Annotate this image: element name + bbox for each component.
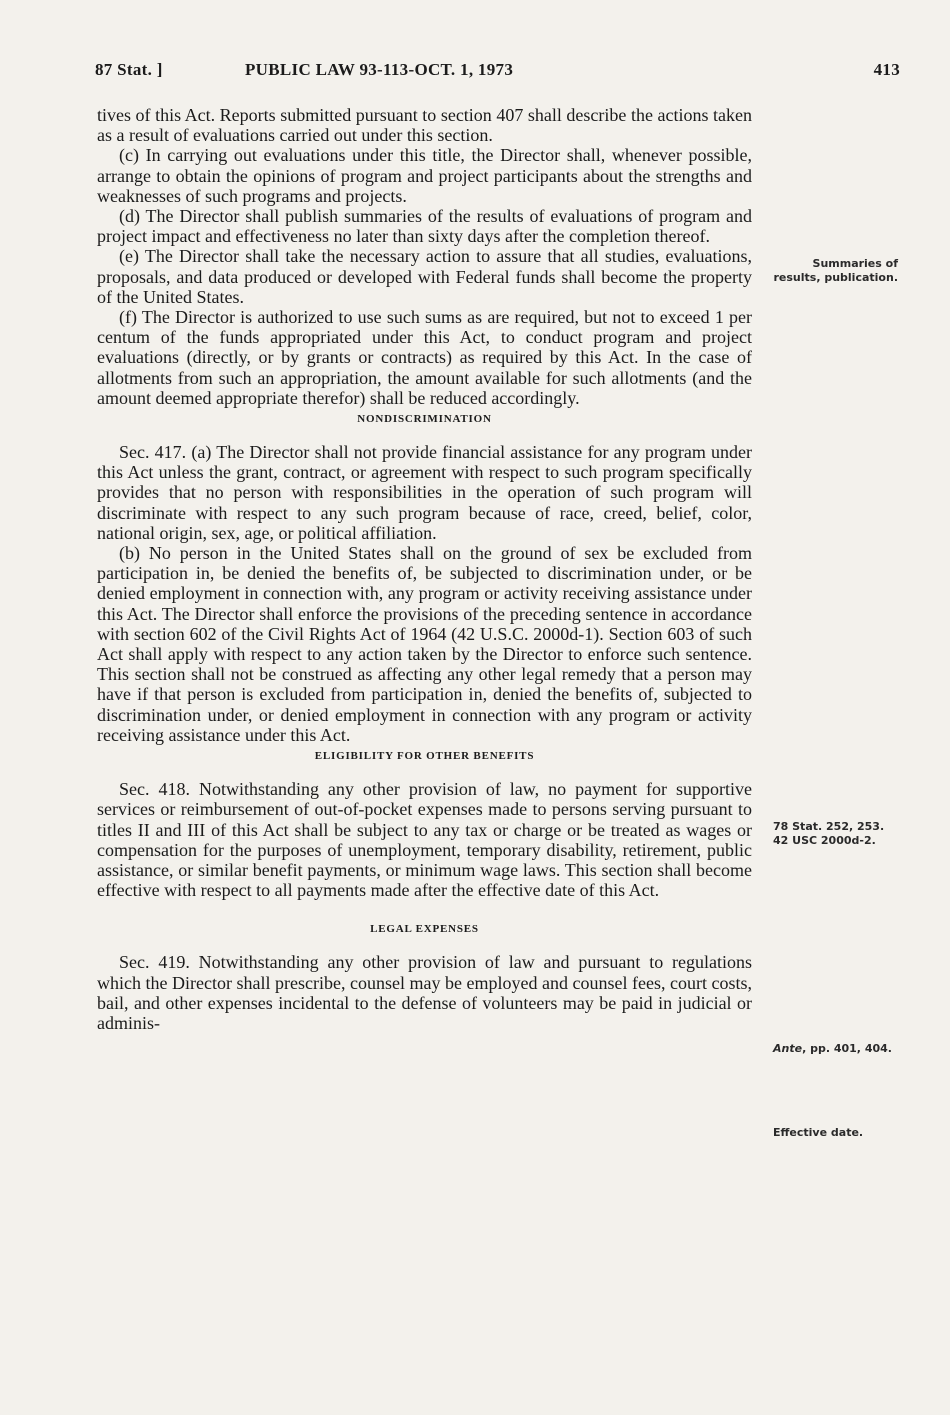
paragraph: tives of this Act. Reports submitted pursuant to section 407 shall describe the actions taken as a result of evaluations carried out under this section.	[97, 105, 752, 146]
page-number: 413	[873, 60, 900, 79]
margin-note-ante	[773, 1042, 913, 1056]
running-header	[95, 60, 900, 84]
paragraph: (e) The Director shall take the necessary action to assure that all studies, evaluations, proposals, and data produced or developed with Federal funds shall become the property of the United States.	[97, 246, 752, 307]
paragraph: (c) In carrying out evaluations under this title, the Director shall, whenever possible, arrange to obtain the opinions of program and project participants about the strengths and weaknesses of such programs and projects.	[97, 145, 752, 206]
margin-note-summaries: Summaries of results, publication.	[773, 257, 898, 284]
margin-note-effective-date: Effective date.	[773, 1126, 864, 1139]
paragraph: (d) The Director shall publish summaries of the results of evaluations of program and project impact and effectiveness no later than sixty days after the completion thereof.	[97, 206, 752, 247]
paragraph: Sec. 417. (a) The Director shall not provide financial assistance for any program under this Act unless the grant, contract, or agreement with respect to such program specifically provides that no person with responsibilities in the operation of such program will discriminate with respect to any such program because of race, creed, belief, color, national origin, sex, age, or political affiliation.	[97, 442, 752, 543]
citation-stat: 78 Stat. 252, 253.	[773, 820, 885, 833]
statute-volume: 87 Stat. ]	[95, 60, 163, 79]
ante-label: Ante	[773, 1042, 803, 1055]
ante-pages: , pp. 401, 404.	[802, 1042, 892, 1055]
section-heading: NONDISCRIMINATION	[357, 413, 492, 426]
section-heading: LEGAL EXPENSES	[370, 923, 479, 936]
paragraph: Sec. 419. Notwithstanding any other provision of law and pursuant to regulations which the Director shall prescribe, counsel may be employed and counsel fees, court costs, bail, and other expenses incidental to the defense of volunteers may be paid in judicial or adminis-	[97, 952, 752, 1033]
paragraph: Sec. 418. Notwithstanding any other provision of law, no payment for supportive services or reimbursement of out-of-pocket expenses made to persons serving pursuant to titles II and III of this Act shall be subject to any tax or charge or be treated as wages or compensation for the purposes of unemployment, temporary disability, retirement, public assistance, or similar benefit payments, or minimum wage laws. This section shall become effective with respect to all payments made after the effective date of this Act.	[97, 779, 752, 901]
main-text	[97, 105, 752, 1033]
paragraph: (f) The Director is authorized to use such sums as are required, but not to exceed 1 per centum of the funds appropriated under this Act, to conduct program and project evaluations (directly, or by grants or contracts) as required by this Act. In the case of allotments from such an appropriation, the amount available for such allotments (and the amount deemed appropriate therefor) shall be reduced accordingly.	[97, 307, 752, 408]
section-heading: ELIGIBILITY FOR OTHER BENEFITS	[314, 750, 535, 763]
margin-note-citation	[773, 820, 913, 848]
paragraph: (b) No person in the United States shall on the ground of sex be excluded from participation in, be denied the benefits of, be subjected to discrimination under, or be denied employment in connection with, any program or activity receiving assistance under this Act. The Director shall enforce the provisions of the preceding sentence in accordance with section 602 of the Civil Rights Act of 1964 (42 U.S.C. 2000d-1). Section 603 of such Act shall apply with respect to any action taken by the Director to enforce such sentence. This section shall not be construed as affecting any other legal remedy that a person may have if that person is excluded from participation in, denied the benefits of, subjected to discrimination under, or denied employment in connection with any program or activity receiving assistance under this Act.	[97, 543, 752, 745]
law-title: PUBLIC LAW 93-113-OCT. 1, 1973	[245, 60, 514, 79]
citation-usc: 42 USC 2000d-2.	[773, 834, 876, 847]
